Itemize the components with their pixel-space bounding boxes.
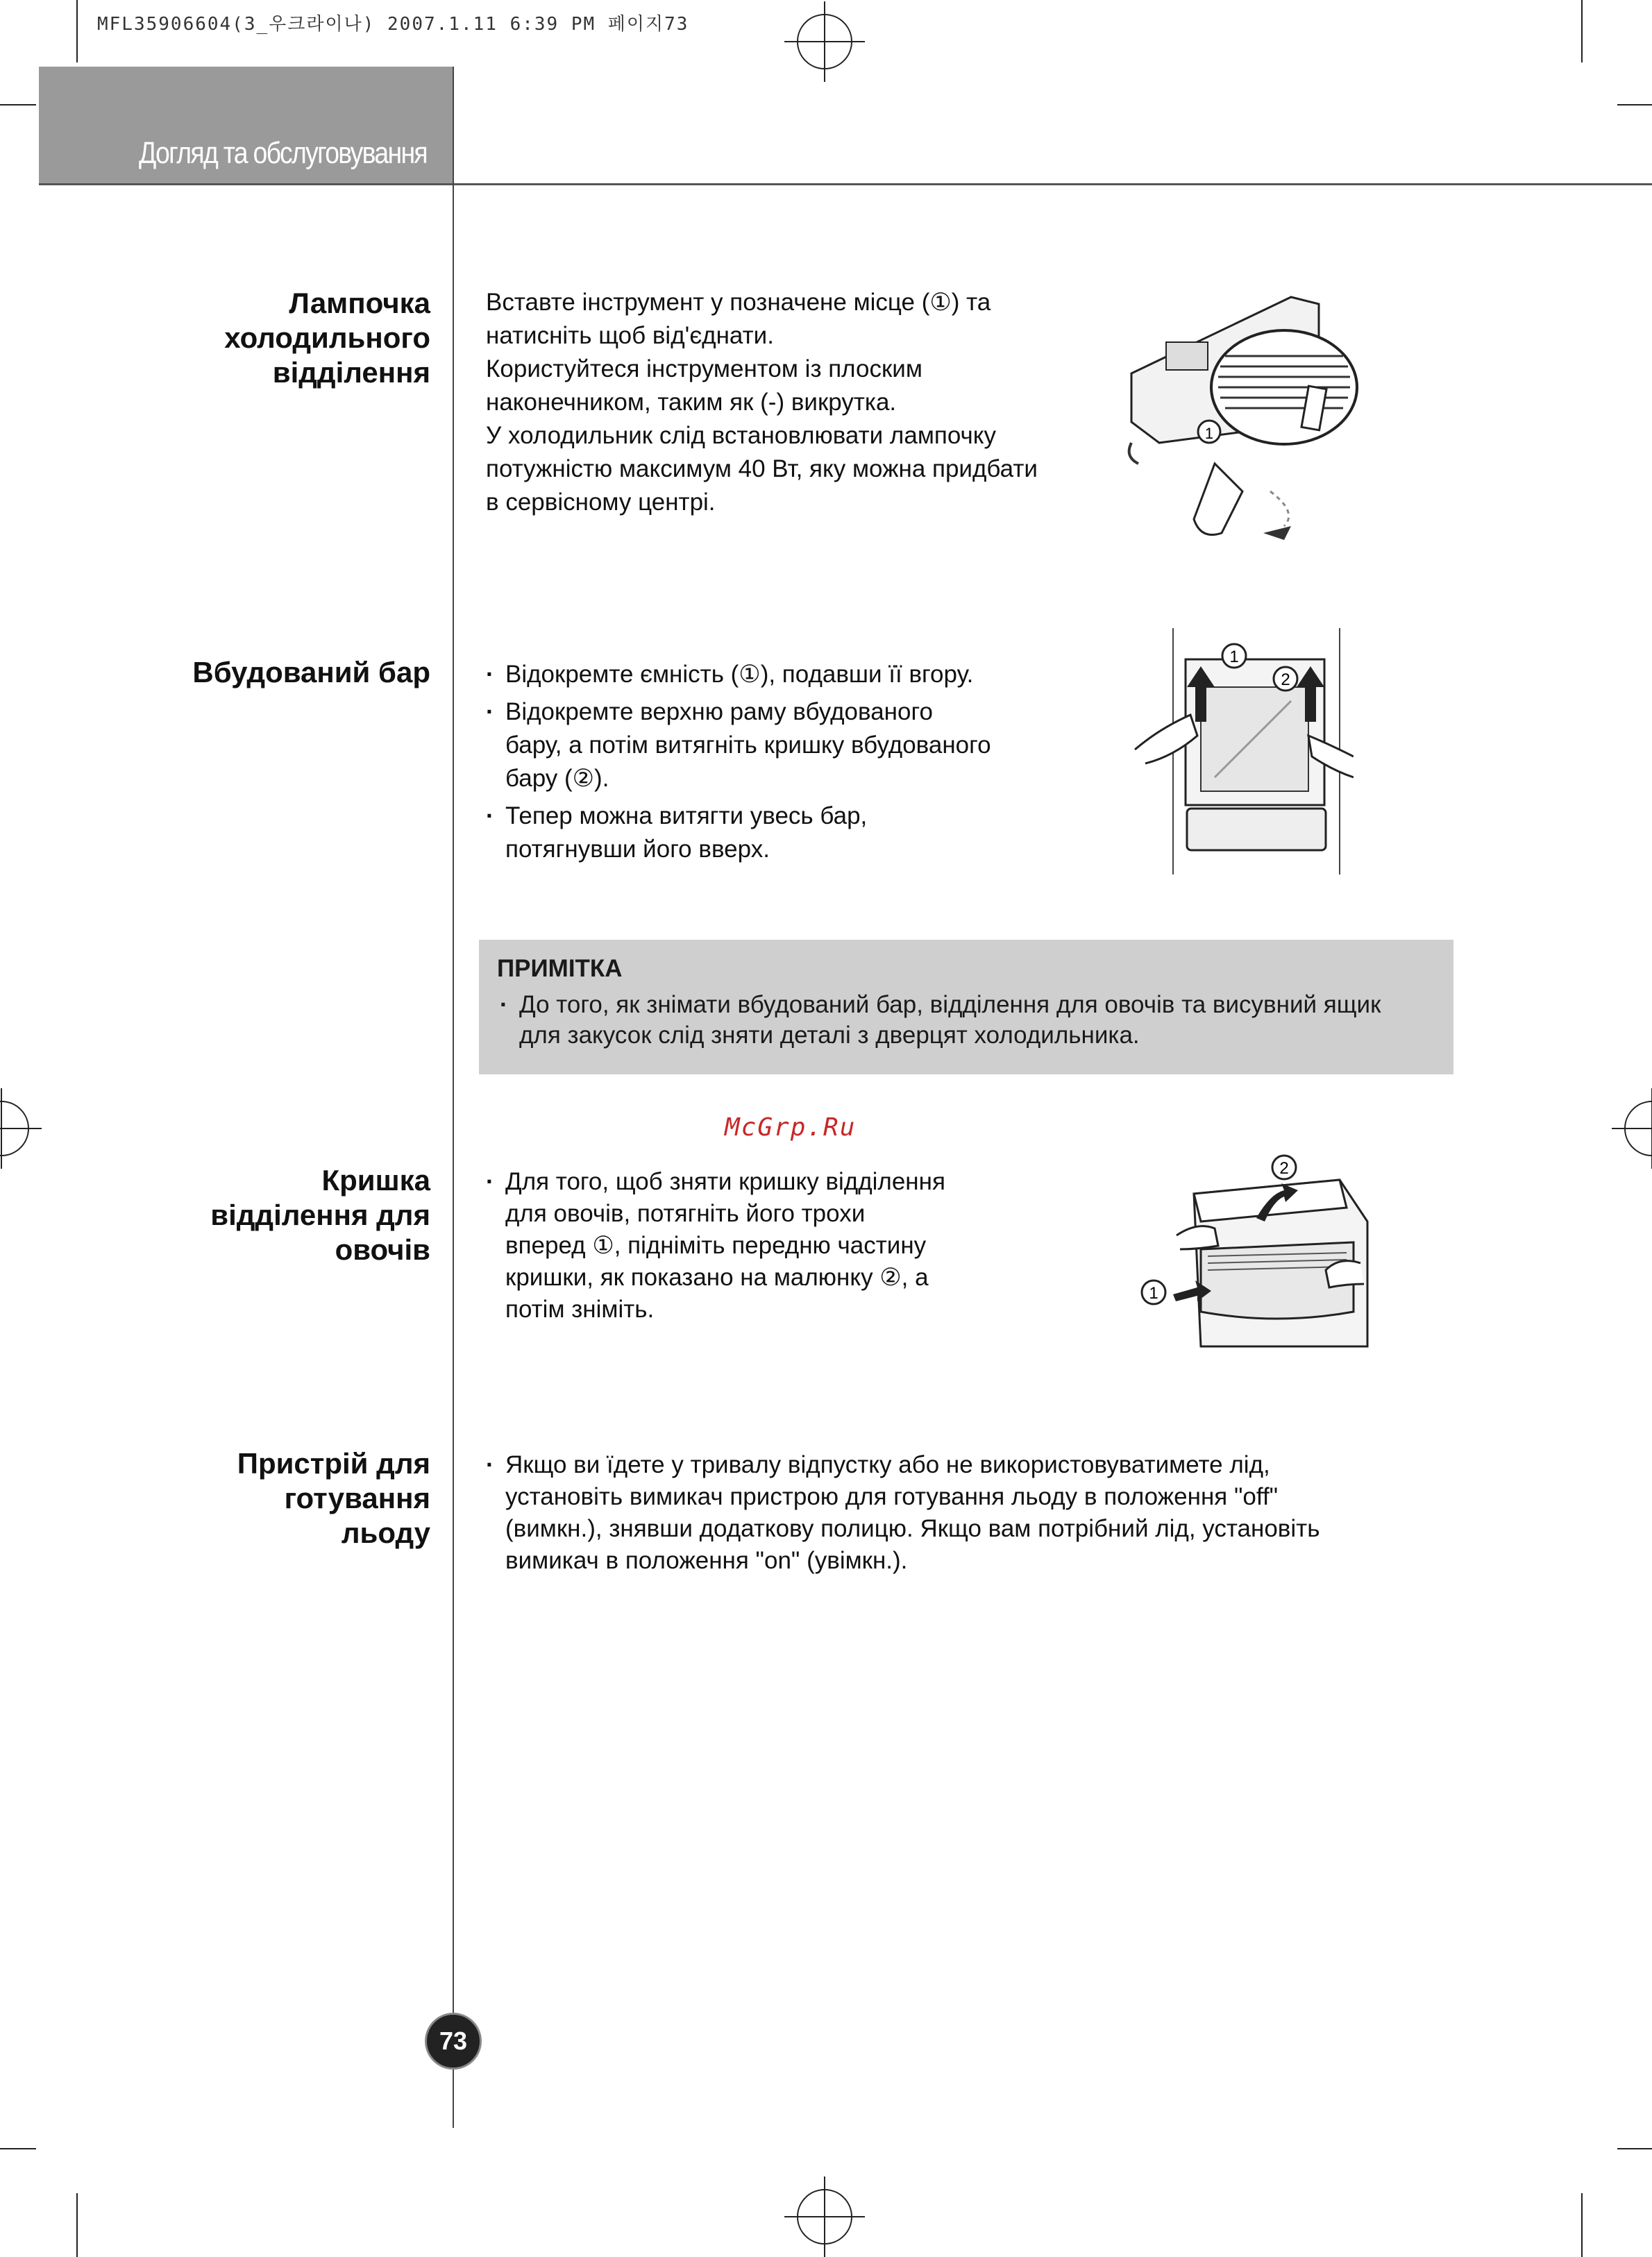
- crop-mark: [1617, 2148, 1652, 2149]
- page-section-title: Догляд та обслуговування: [139, 136, 427, 170]
- text-line: установіть вимикач пристрою для готування льоду в положення "off": [505, 1483, 1279, 1510]
- column-divider: [453, 67, 454, 2128]
- text-line: Вставте інструмент у позначене місце (①) та: [486, 289, 991, 316]
- text-line: · Тепер можна витягти увесь бар,: [505, 802, 868, 829]
- callout-label: 1: [1229, 648, 1239, 666]
- text-line: в сервісному центрі.: [486, 489, 716, 516]
- section-title-fridge-lamp: [224, 286, 430, 390]
- callout-label: 1: [1149, 1284, 1158, 1303]
- text-line: наконечником, таким як (-) викрутка.: [486, 389, 897, 416]
- crop-mark: [1617, 104, 1652, 105]
- text-line: потягнувши його вверх.: [505, 836, 770, 863]
- title-line: льоду: [341, 1516, 430, 1549]
- callout-label: 2: [1279, 1159, 1289, 1178]
- registration-mark: [797, 2189, 852, 2245]
- title-line: Лампочка: [289, 287, 430, 319]
- crop-mark: [0, 2148, 36, 2149]
- text-line: натисніть щоб від'єднати.: [486, 322, 774, 349]
- text-line: кришки, як показано на малюнку ②, а: [505, 1264, 929, 1291]
- text-line: бару (②).: [505, 765, 609, 792]
- text-line: · Відокремте ємність (①), подавши її вгору.: [505, 661, 974, 688]
- text-line: потужністю максимум 40 Вт, яку можна придбати: [486, 455, 1038, 482]
- title-line: холодильного: [224, 321, 430, 354]
- registration-mark: [0, 1101, 29, 1156]
- section-title-ice-maker: [237, 1446, 430, 1550]
- registration-mark: [797, 14, 852, 69]
- bullet-item: [486, 1449, 1472, 1577]
- home-bar-illustration: [1131, 625, 1354, 874]
- crop-mark: [0, 104, 36, 105]
- section-title-home-bar: [192, 655, 430, 690]
- title-line: Вбудований бар: [192, 656, 430, 688]
- page-number: 73: [425, 2013, 482, 2070]
- text-line: Користуйтеся інструментом із плоским: [486, 355, 922, 382]
- text-line: для овочів, потягніть його трохи: [505, 1200, 866, 1227]
- bullet-item: [486, 800, 1111, 866]
- crop-mark: [76, 0, 78, 62]
- watermark: McGrp.Ru: [725, 1113, 857, 1142]
- crop-mark: [1581, 2193, 1583, 2257]
- crisper-cover-illustration: [1131, 1152, 1374, 1360]
- title-line: Кришка: [321, 1164, 430, 1197]
- bullet-item: [486, 1166, 1013, 1326]
- title-line: готування: [284, 1482, 430, 1514]
- bullet-item: [486, 658, 1111, 691]
- crop-mark: [1581, 0, 1583, 62]
- callout-label: 1: [1204, 425, 1214, 442]
- text-line: (вимкн.), знявши додаткову полицю. Якщо вам потрібний лід, установіть: [505, 1515, 1320, 1542]
- print-header: MFL35906604(3_우크라이나) 2007.1.11 6:39 PM 페이지73: [97, 14, 689, 35]
- title-line: Пристрій для: [237, 1447, 430, 1480]
- bullet-item: [500, 990, 1444, 1051]
- text-line: У холодильник слід встановлювати лампочку: [486, 422, 996, 449]
- text-line: бару, а потім витягніть кришку вбудованого: [505, 732, 991, 759]
- callout-label: 2: [1281, 670, 1290, 689]
- section-title-crisper-cover: [210, 1163, 430, 1267]
- text-line: · До того, як знімати вбудований бар, відділення для овочів та висувний ящик: [519, 991, 1381, 1018]
- text-line: потім зніміть.: [505, 1296, 655, 1323]
- title-line: відділення для: [210, 1199, 430, 1231]
- title-line: відділення: [272, 356, 430, 389]
- registration-mark: [1624, 1101, 1652, 1156]
- bullet-item: [486, 695, 1111, 795]
- header-rule: [39, 183, 1652, 185]
- text-line: вперед ①, підніміть передню частину: [505, 1232, 927, 1259]
- lamp-cover-illustration: [1111, 283, 1360, 547]
- text-line: · Відокремте верхню раму вбудованого: [505, 698, 933, 725]
- title-line: овочів: [335, 1233, 430, 1266]
- note-text: [500, 990, 1444, 1051]
- text-line: · Якщо ви їдете у тривалу відпустку або не використовуватимете лід,: [505, 1451, 1270, 1478]
- note-title: ПРИМІТКА: [497, 955, 623, 982]
- section-text-crisper-cover: [486, 1166, 1013, 1326]
- crop-mark: [76, 2193, 78, 2257]
- section-text-fridge-lamp: [486, 286, 1097, 519]
- section-text-home-bar: [486, 658, 1111, 866]
- text-line: · Для того, щоб зняти кришку відділення: [505, 1168, 945, 1195]
- section-text-ice-maker: [486, 1449, 1472, 1577]
- text-line: вимикач в положення "on" (увімкн.).: [505, 1547, 908, 1574]
- text-line: для закусок слід зняти деталі з дверцят холодильника.: [519, 1022, 1140, 1049]
